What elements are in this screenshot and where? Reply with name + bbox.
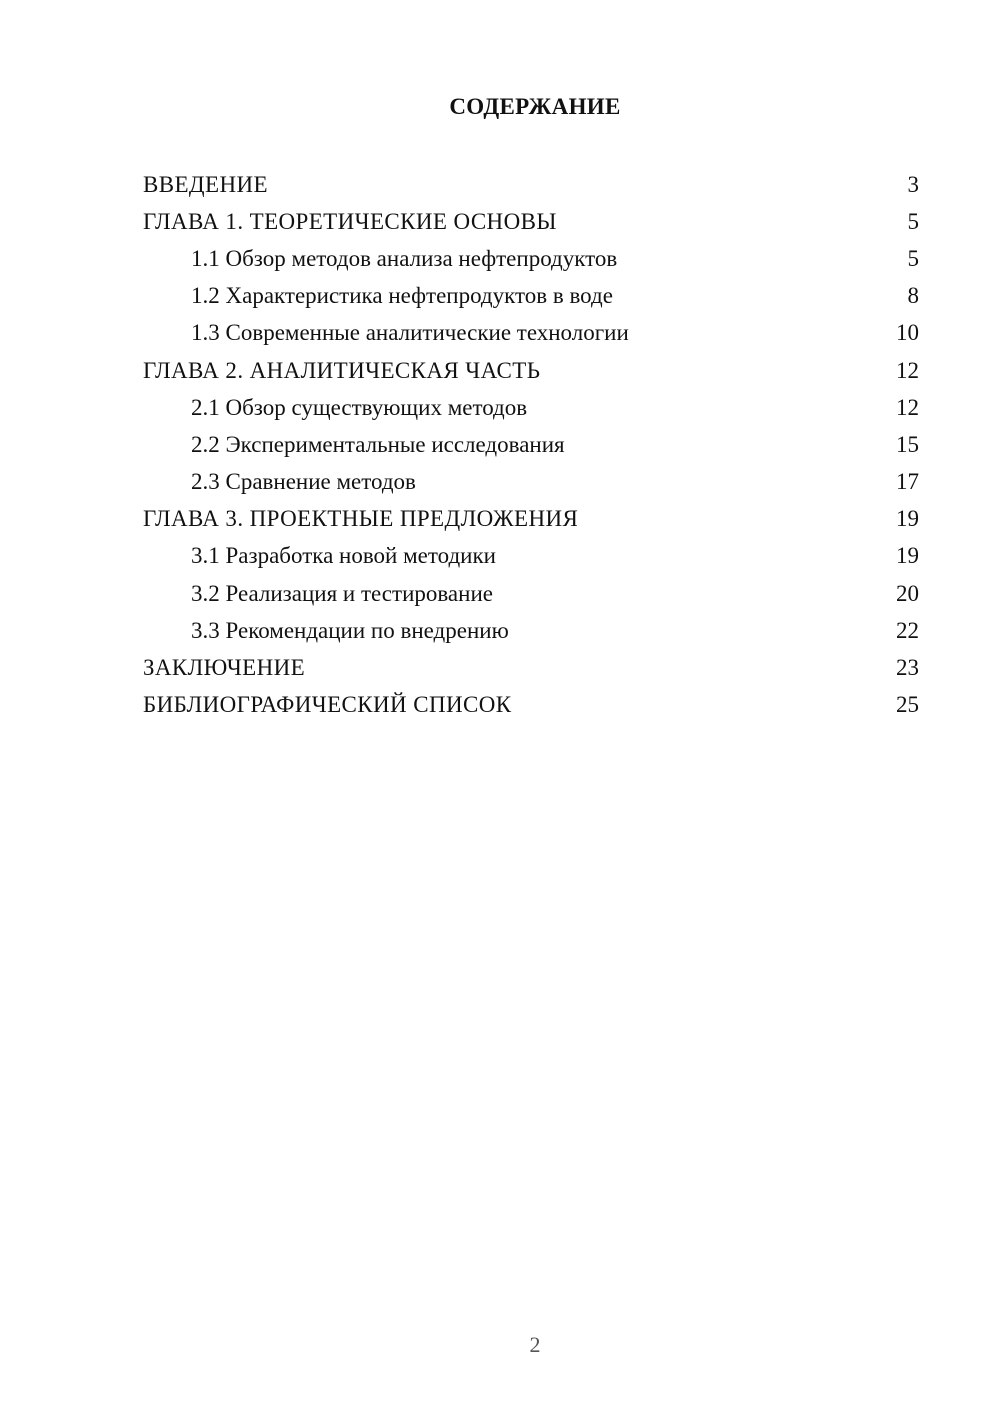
- toc-entry-section-1-3: [143, 315, 919, 352]
- toc-entry-page: 17: [896, 469, 919, 495]
- toc-entry-label: ГЛАВА 2. АНАЛИТИЧЕСКАЯ ЧАСТЬ: [143, 357, 541, 383]
- toc-entry-chapter-1: [143, 203, 919, 240]
- toc-entry-page: 5: [907, 245, 919, 271]
- toc-entry-section-3-1: [143, 538, 919, 575]
- toc-entry-label: 2.1 Обзор существующих методов: [191, 394, 528, 420]
- toc-entry-page: 19: [896, 543, 919, 569]
- toc-entry-page: 19: [896, 506, 919, 532]
- toc-entry-label: ГЛАВА 1. ТЕОРЕТИЧЕСКИЕ ОСНОВЫ: [143, 208, 557, 234]
- toc-entry-page: 20: [896, 580, 919, 606]
- toc-entry-section-2-2: [143, 426, 919, 463]
- toc-entry-conclusion: [143, 649, 919, 686]
- toc-entry-label: 2.3 Сравнение методов: [191, 469, 416, 495]
- toc-entry-page: 15: [896, 431, 919, 457]
- toc-entry-section-2-1: [143, 389, 919, 426]
- toc-entry-page: 23: [896, 655, 919, 681]
- toc-entry-label: ГЛАВА 3. ПРОЕКТНЫЕ ПРЕДЛОЖЕНИЯ: [143, 506, 579, 532]
- toc-entry-page: 3: [907, 171, 919, 197]
- toc-entry-introduction: [143, 166, 919, 203]
- toc-entry-page: 12: [896, 357, 919, 383]
- toc-entry-page: 5: [907, 208, 919, 234]
- table-of-contents: [143, 166, 919, 724]
- toc-entry-label: ЗАКЛЮЧЕНИЕ: [143, 655, 306, 681]
- toc-entry-label: 1.3 Современные аналитические технологии: [191, 320, 629, 346]
- toc-entry-page: 22: [896, 617, 919, 643]
- toc-entry-section-1-2: [143, 278, 919, 315]
- toc-entry-page: 25: [896, 692, 919, 718]
- toc-entry-label: БИБЛИОГРАФИЧЕСКИЙ СПИСОК: [143, 692, 512, 718]
- toc-entry-chapter-2: [143, 352, 919, 389]
- page-number: 2: [529, 1332, 541, 1357]
- toc-entry-label: 1.2 Характеристика нефтепродуктов в воде: [191, 283, 613, 309]
- toc-entry-label: 1.1 Обзор методов анализа нефтепродуктов: [191, 245, 618, 271]
- toc-entry-label: 3.2 Реализация и тестирование: [191, 580, 493, 606]
- toc-entry-label: ВВЕДЕНИЕ: [143, 171, 268, 197]
- page-title: СОДЕРЖАНИЕ: [449, 94, 621, 119]
- toc-entry-label: 2.2 Экспериментальные исследования: [191, 431, 565, 457]
- toc-entry-page: 8: [907, 283, 919, 309]
- toc-entry-section-3-2: [143, 575, 919, 612]
- toc-entry-chapter-3: [143, 501, 919, 538]
- toc-entry-label: 3.3 Рекомендации по внедрению: [191, 617, 509, 643]
- toc-entry-page: 12: [896, 394, 919, 420]
- toc-entry-label: 3.1 Разработка новой методики: [191, 543, 496, 569]
- toc-entry-section-2-3: [143, 464, 919, 501]
- toc-entry-section-3-3: [143, 612, 919, 649]
- toc-entry-section-1-1: [143, 240, 919, 277]
- toc-entry-bibliography: [143, 687, 919, 724]
- toc-entry-page: 10: [896, 320, 919, 346]
